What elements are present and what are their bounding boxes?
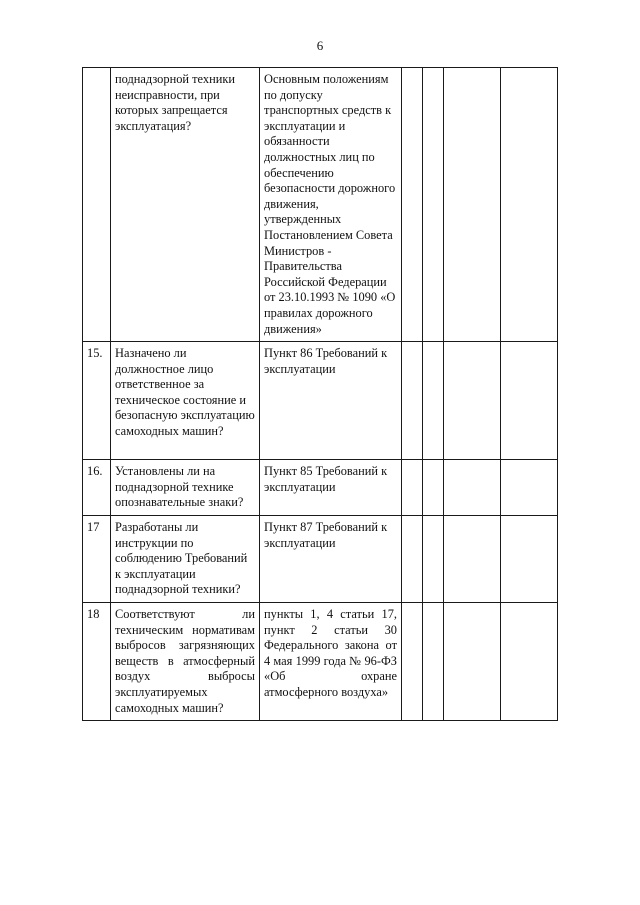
item-number: 18 <box>87 607 100 622</box>
question-text: Установлены ли на поднадзорной технике опознавательные знаки? <box>115 464 244 510</box>
question-text: Соответствуют ли техническим нормативам выбросов загрязняющих веществ в атмосферный воздух выбросы эксплуатируемых самоходных машин? <box>115 607 255 715</box>
answer-cell-na[interactable] <box>444 516 501 603</box>
reference-text: Пункт 86 Требований к эксплуатации <box>264 346 388 376</box>
question-cell <box>111 603 260 721</box>
reference-cell <box>260 68 402 342</box>
reference-cell <box>260 603 402 721</box>
question-cell <box>111 68 260 342</box>
item-number: 17 <box>87 520 100 535</box>
table-row <box>83 68 558 342</box>
item-number: 16. <box>87 464 103 479</box>
answer-cell-no[interactable] <box>423 460 444 516</box>
answer-cell-yes[interactable] <box>402 460 423 516</box>
answer-cell-no[interactable] <box>423 68 444 342</box>
question-text: Назначено ли должностное лицо ответственное за техническое состояние и безопасную эксплуатацию самоходных машин? <box>115 346 255 439</box>
comment-cell[interactable] <box>501 68 558 342</box>
answer-cell-na[interactable] <box>444 68 501 342</box>
question-text: поднадзорной техники неисправности, при которых запрещается эксплуатация? <box>115 72 235 133</box>
table-row <box>83 342 558 460</box>
reference-cell <box>260 342 402 460</box>
answer-cell-na[interactable] <box>444 603 501 721</box>
reference-text: Пункт 87 Требований к эксплуатации <box>264 520 388 550</box>
answer-cell-na[interactable] <box>444 342 501 460</box>
reference-text: Основным положениям по допуску транспортных средств к эксплуатации и обязанности должностных лиц по обеспечению безопасности дорожного движения, утвержденных Постановлением Совета Министров - Правительства Российской Федерации от 23.10.1993 № 1090 «О правилах дорожного движения» <box>264 72 396 336</box>
answer-cell-no[interactable] <box>423 516 444 603</box>
table-row <box>83 460 558 516</box>
comment-cell[interactable] <box>501 342 558 460</box>
answer-cell-na[interactable] <box>444 460 501 516</box>
item-number-cell <box>83 516 111 603</box>
table-row <box>83 603 558 721</box>
item-number-cell <box>83 68 111 342</box>
item-number-cell <box>83 603 111 721</box>
question-text: Разработаны ли инструкции по соблюдению Требований к эксплуатации поднадзорной техники? <box>115 520 248 597</box>
comment-cell[interactable] <box>501 460 558 516</box>
answer-cell-yes[interactable] <box>402 342 423 460</box>
table-row <box>83 516 558 603</box>
reference-cell <box>260 516 402 603</box>
item-number: 15. <box>87 346 103 361</box>
question-cell <box>111 460 260 516</box>
answer-cell-no[interactable] <box>423 342 444 460</box>
checklist-table <box>82 67 558 721</box>
comment-cell[interactable] <box>501 603 558 721</box>
reference-cell <box>260 460 402 516</box>
question-cell <box>111 516 260 603</box>
comment-cell[interactable] <box>501 516 558 603</box>
item-number-cell <box>83 342 111 460</box>
answer-cell-yes[interactable] <box>402 68 423 342</box>
answer-cell-no[interactable] <box>423 603 444 721</box>
answer-cell-yes[interactable] <box>402 603 423 721</box>
page-number: 6 <box>316 38 324 53</box>
answer-cell-yes[interactable] <box>402 516 423 603</box>
item-number-cell <box>83 460 111 516</box>
reference-text: пункты 1, 4 статьи 17, пункт 2 статьи 30 Федерального закона от 4 мая 1999 года № 96-ФЗ «Об охране атмосферного воздуха» <box>264 607 397 700</box>
question-cell <box>111 342 260 460</box>
reference-text: Пункт 85 Требований к эксплуатации <box>264 464 388 494</box>
